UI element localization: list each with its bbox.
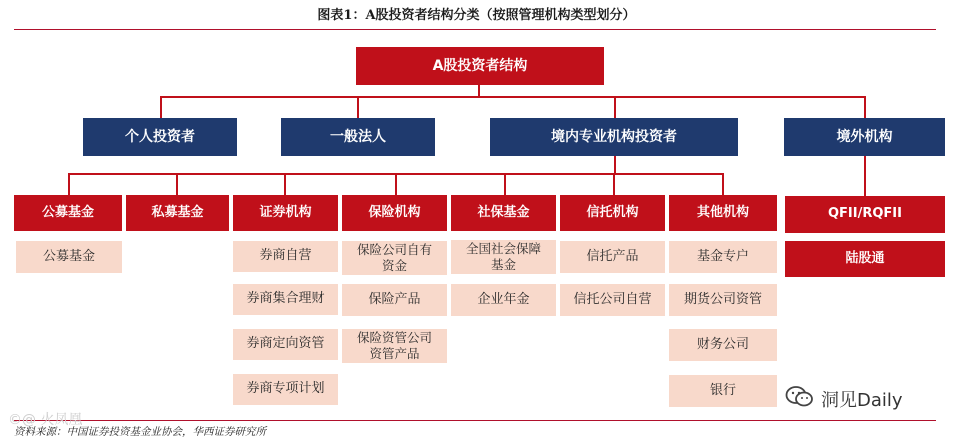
node-individual-investors: 个人投资者: [83, 118, 237, 156]
bottom-divider: [14, 420, 936, 421]
node-qfii-rqfii: QFII/RQFII: [785, 196, 945, 233]
leaf-insurance-am-products-line2: 资管产品: [369, 346, 420, 361]
source-note: 资料来源：中国证券投资基金业协会，华西证券研究所: [14, 426, 266, 438]
leaf-insurance-am-products: [342, 329, 447, 363]
root-node: A股投资者结构: [356, 47, 604, 85]
leaf-insurer-own-funds: [342, 241, 447, 275]
leaf-fund-special-account: 基金专户: [669, 241, 777, 273]
node-private-funds: 私募基金: [126, 195, 229, 231]
leaf-finance-company: 财务公司: [669, 329, 777, 361]
connector-level1-bus: [160, 96, 864, 98]
connector-drop-qita: [722, 173, 724, 195]
connector-drop-shebao: [504, 173, 506, 195]
node-trust-institutions: 信托机构: [560, 195, 665, 231]
connector-foreign-down: [864, 156, 866, 196]
leaf-insurer-own-funds-line1: 保险公司自有: [356, 242, 432, 258]
leaf-insurance-products: 保险产品: [342, 284, 447, 316]
node-stock-connect: 陆股通: [785, 241, 945, 277]
node-general-corporate: 一般法人: [281, 118, 435, 156]
node-social-security-funds: 社保基金: [451, 195, 556, 231]
connector-drop-domestic: [614, 96, 616, 118]
corner-watermark: ©@ 火凤凰: [8, 412, 83, 428]
leaf-insurance-am-products-line1: 保险资管公司: [356, 330, 432, 346]
node-securities-institutions: 证券机构: [233, 195, 338, 231]
leaf-public-fund: 公募基金: [16, 241, 122, 273]
leaf-broker-proprietary: 券商自营: [233, 241, 338, 272]
leaf-bank: 银行: [669, 375, 777, 407]
top-divider: [14, 29, 936, 30]
connector-drop-gongmu: [68, 173, 70, 195]
figure-title: 图表1：A股投资者结构分类（按照管理机构类型划分）: [317, 8, 636, 23]
node-foreign-institutions: 境外机构: [784, 118, 945, 156]
leaf-insurer-own-funds-line2: 资金: [381, 258, 407, 273]
leaf-national-social-security-line1: 全国社会保障: [465, 241, 541, 257]
leaf-broker-special: 券商专项计划: [233, 374, 338, 405]
connector-drop-baoxian: [395, 173, 397, 195]
connector-drop-xintuo: [613, 173, 615, 195]
leaf-trust-proprietary: 信托公司自营: [560, 284, 665, 316]
connector-drop-zhengquan: [284, 173, 286, 195]
connector-drop-simu: [176, 173, 178, 195]
leaf-broker-targeted: 券商定向资管: [233, 329, 338, 360]
leaf-futures-am: 期货公司资管: [669, 284, 777, 316]
node-other-institutions: 其他机构: [669, 195, 777, 231]
watermark-text: 洞见Daily: [821, 390, 903, 411]
connector-drop-foreign: [864, 96, 866, 118]
leaf-enterprise-annuity: 企业年金: [451, 284, 556, 316]
node-public-funds: 公募基金: [14, 195, 122, 231]
watermark: [785, 384, 903, 414]
connector-drop-individual: [160, 96, 162, 118]
leaf-national-social-security-line2: 基金: [490, 257, 516, 272]
connector-domestic-down: [614, 156, 616, 174]
connector-drop-corporate: [357, 96, 359, 118]
node-insurance-institutions: 保险机构: [342, 195, 447, 231]
node-domestic-institutions: 境内专业机构投资者: [490, 118, 738, 156]
leaf-national-social-security: [451, 240, 556, 274]
leaf-broker-collective: 券商集合理财: [233, 284, 338, 315]
wechat-icon: [785, 385, 815, 413]
leaf-trust-products: 信托产品: [560, 241, 665, 273]
